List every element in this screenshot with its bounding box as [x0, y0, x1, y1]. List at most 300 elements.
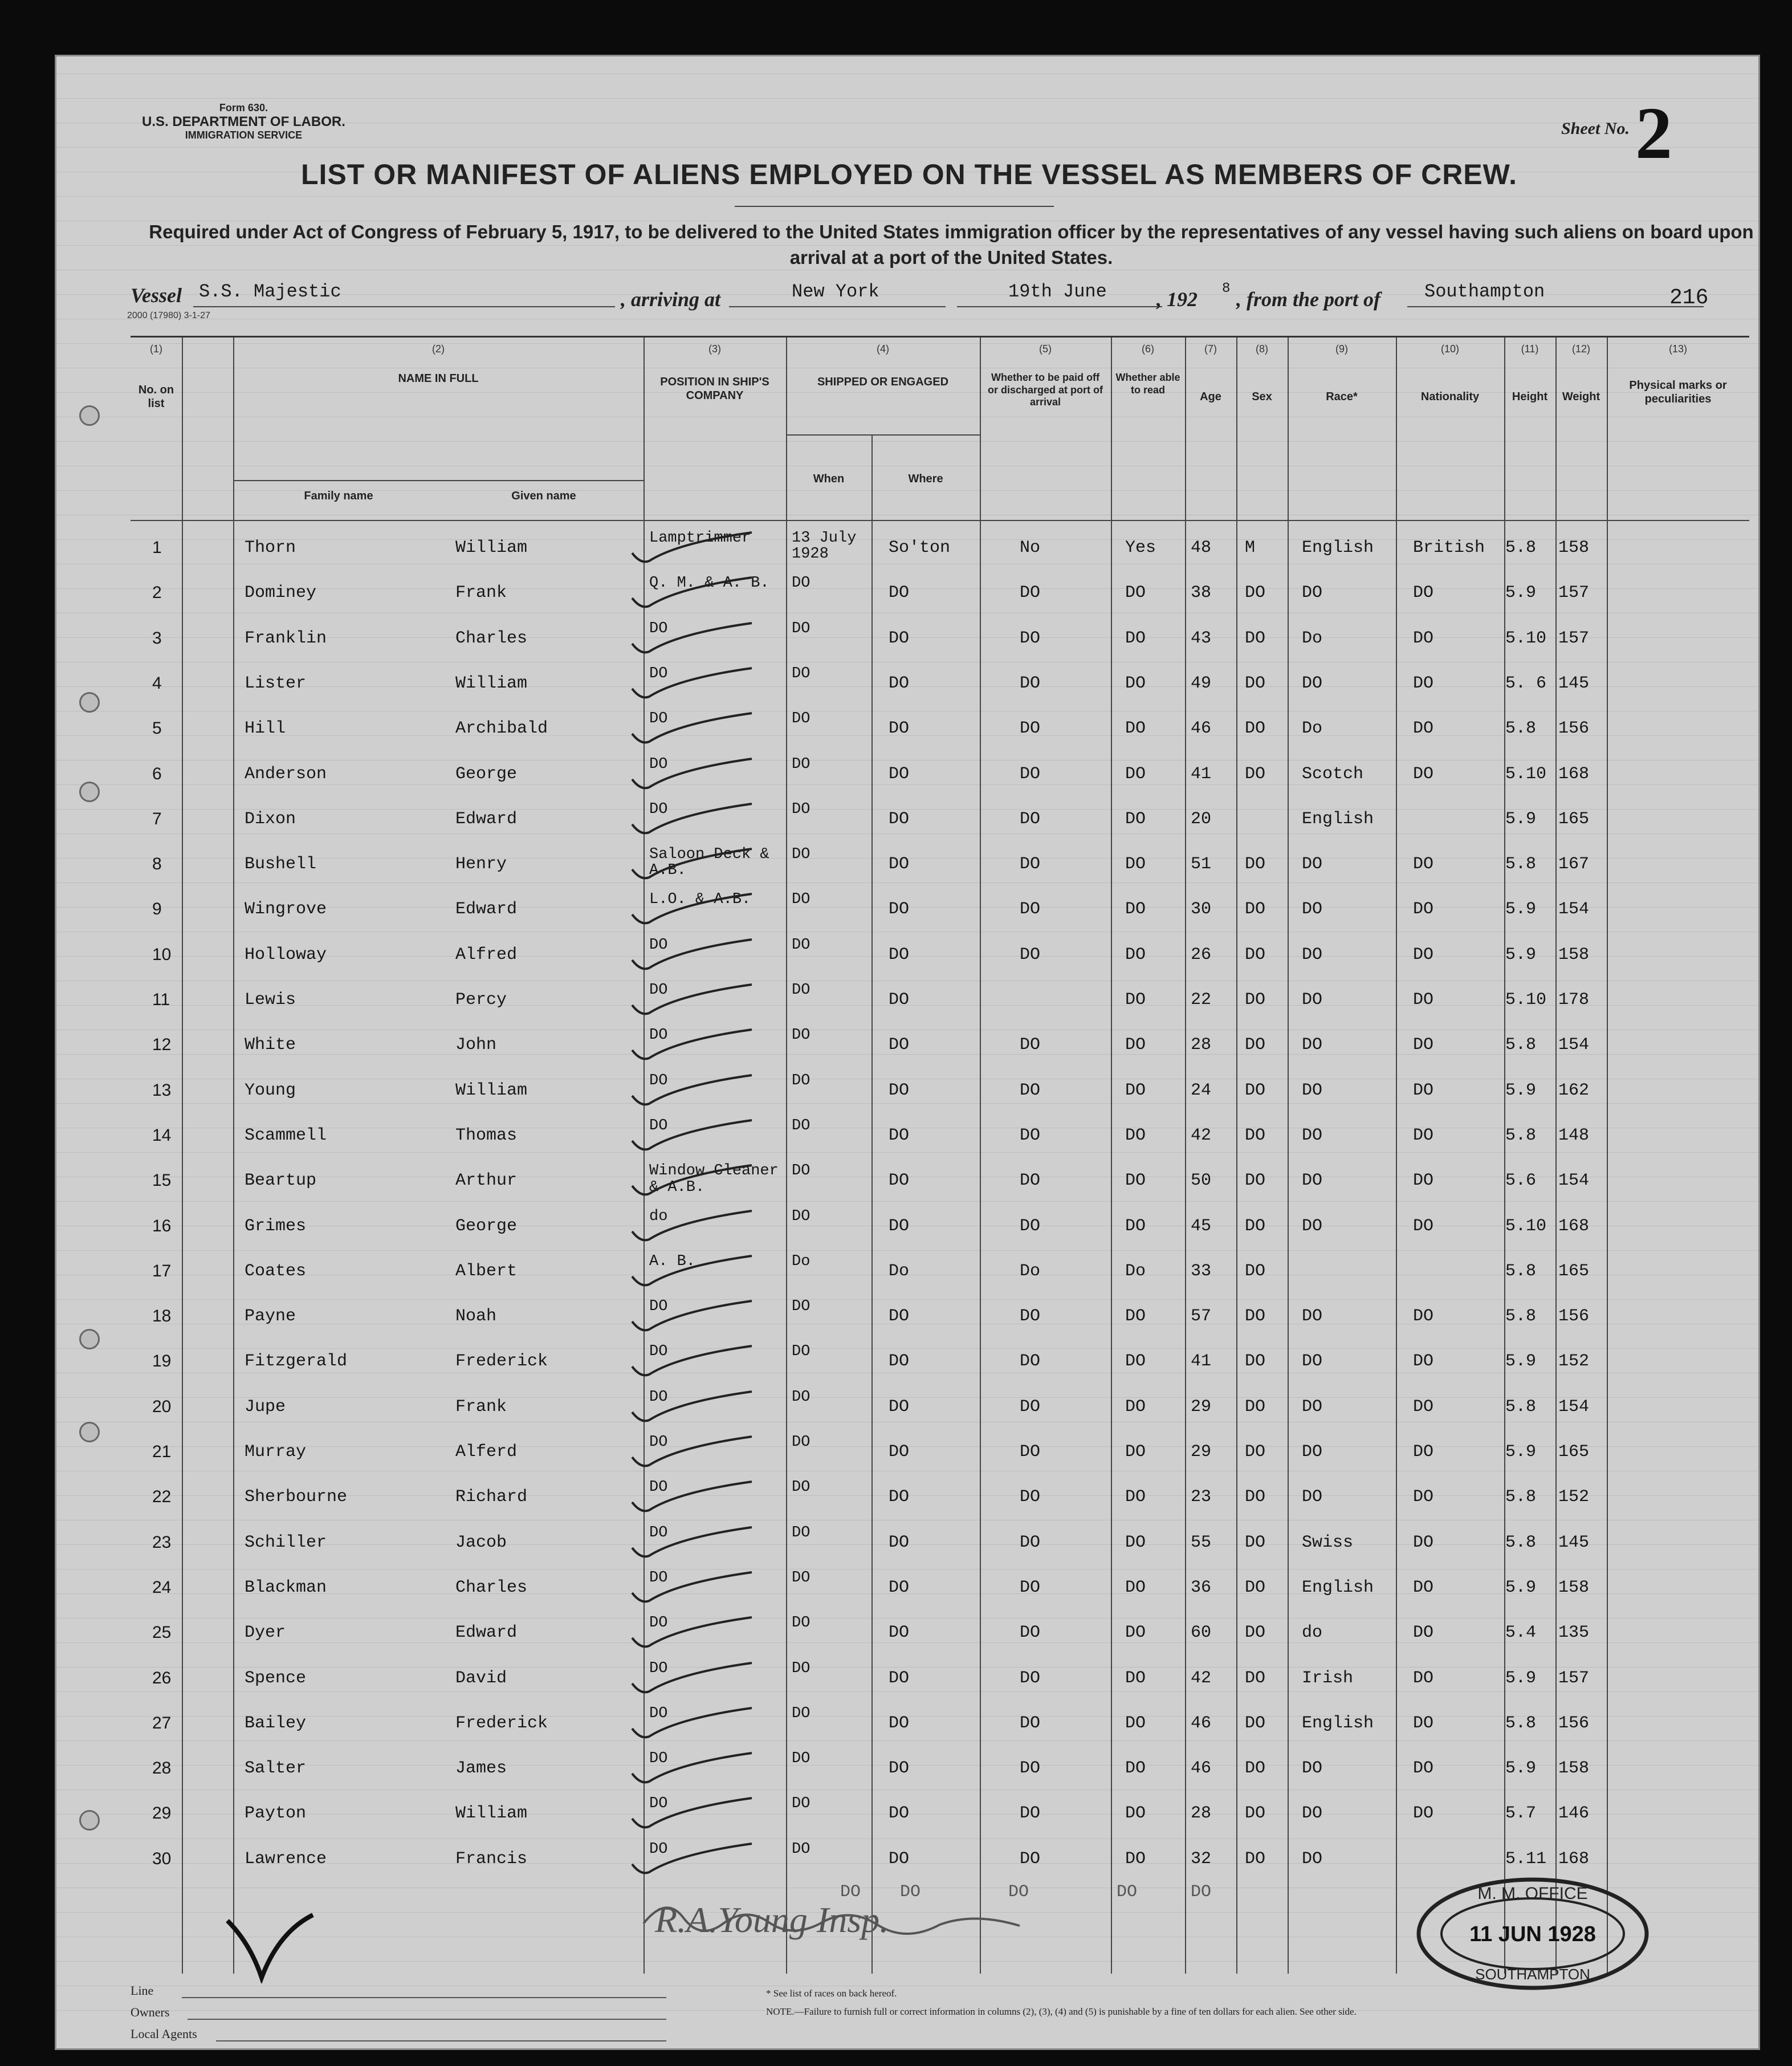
cell-row-number: 27: [152, 1713, 172, 1732]
cell-paid-off: DO: [1020, 1623, 1041, 1643]
col-number: (9): [1335, 343, 1348, 355]
cell-sex: DO: [1245, 1623, 1266, 1643]
cell-height: 5. 6: [1505, 673, 1547, 693]
page-reference: 216: [1669, 286, 1709, 310]
cell-shipped-where: DO: [889, 1352, 910, 1372]
ruled-line: [56, 196, 1758, 197]
cell-nationality: DO: [1413, 583, 1434, 603]
cell-shipped-where: DO: [889, 1759, 910, 1779]
cell-weight: 168: [1558, 1216, 1590, 1236]
cell-race: English: [1302, 538, 1374, 558]
cell-given-name: Richard: [455, 1487, 528, 1507]
cell-able-to-read: DO: [1125, 1125, 1146, 1145]
cell-given-name: Frank: [455, 1397, 507, 1417]
cell-row-number: 10: [152, 945, 172, 964]
table-row: [131, 1475, 1749, 1520]
cell-shipped-where: DO: [889, 1668, 910, 1688]
table-row: [131, 1068, 1749, 1114]
cell-nationality: DO: [1413, 1713, 1434, 1733]
stamp-date: 11 JUN 1928: [1469, 1922, 1596, 1946]
col-number: (12): [1571, 343, 1590, 355]
cell-nationality: DO: [1413, 1307, 1434, 1327]
cell-given-name: George: [455, 764, 518, 784]
cell-weight: 158: [1558, 1759, 1590, 1779]
cell-given-name: Archibald: [455, 719, 548, 739]
cell-sex: DO: [1245, 945, 1266, 965]
table-row: [131, 1113, 1749, 1159]
cell-age: 23: [1191, 1487, 1212, 1507]
cell-age: 48: [1191, 538, 1212, 558]
cell-age: 55: [1191, 1532, 1212, 1552]
cell-family-name: Murray: [245, 1442, 307, 1462]
cell-height: 5.9: [1505, 1352, 1537, 1372]
cell-given-name: Jacob: [455, 1532, 507, 1552]
cell-position: DO: [649, 1614, 668, 1632]
cell-weight: 145: [1558, 673, 1590, 693]
cell-family-name: Holloway: [245, 945, 327, 965]
cell-height: 5.9: [1505, 945, 1537, 965]
arrival-date: 19th June: [1008, 281, 1107, 302]
cell-paid-off: DO: [1020, 1442, 1041, 1462]
cell-height: 5.7: [1505, 1804, 1537, 1824]
port-underline: [1407, 306, 1704, 307]
cell-height: 5.8: [1505, 719, 1537, 739]
col-header-sex: Sex: [1252, 391, 1272, 403]
cell-weight: 168: [1558, 1849, 1590, 1869]
overflow-cell: DO: [840, 1882, 861, 1902]
cell-age: 33: [1191, 1261, 1212, 1281]
col-header-shipped: SHIPPED OR ENGAGED: [817, 376, 949, 388]
cell-sex: DO: [1245, 1307, 1266, 1327]
cell-family-name: Grimes: [245, 1216, 307, 1236]
cell-height: 5.9: [1505, 583, 1537, 603]
cell-row-number: 20: [152, 1397, 172, 1416]
cell-able-to-read: DO: [1125, 990, 1146, 1010]
cell-sex: DO: [1245, 1849, 1266, 1869]
cell-race: Do: [1302, 628, 1323, 648]
cell-shipped-where: DO: [889, 1623, 910, 1643]
cell-weight: 154: [1558, 900, 1590, 920]
cell-family-name: Salter: [245, 1759, 307, 1779]
table-row: [131, 842, 1749, 888]
cell-able-to-read: DO: [1125, 1080, 1146, 1100]
department-name: U.S. DEPARTMENT OF LABOR.: [142, 113, 345, 129]
cell-shipped-where: DO: [889, 855, 910, 875]
cell-family-name: Spence: [245, 1668, 307, 1688]
arriving-label: , arriving at: [621, 288, 721, 311]
cell-position: Lamptrimmer: [649, 530, 751, 547]
cell-shipped-where: DO: [889, 583, 910, 603]
cell-paid-off: DO: [1020, 1849, 1041, 1869]
cell-family-name: Dominey: [245, 583, 317, 603]
cell-able-to-read: DO: [1125, 900, 1146, 920]
cell-paid-off: DO: [1020, 1713, 1041, 1733]
cell-weight: 156: [1558, 719, 1590, 739]
col-number: (7): [1204, 343, 1217, 355]
table-row: [131, 1746, 1749, 1792]
cell-given-name: William: [455, 673, 528, 693]
table-row: [131, 1294, 1749, 1340]
cell-sex: DO: [1245, 1668, 1266, 1688]
cell-paid-off: DO: [1020, 1397, 1041, 1417]
cell-race: DO: [1302, 1080, 1323, 1100]
cell-weight: 158: [1558, 1577, 1590, 1597]
cell-sex: DO: [1245, 1713, 1266, 1733]
cell-nationality: DO: [1413, 945, 1434, 965]
cell-shipped-where: DO: [889, 1532, 910, 1552]
stamp-bottom-text: SOUTHAMPTON: [1475, 1966, 1590, 1983]
cell-given-name: Thomas: [455, 1125, 518, 1145]
cell-given-name: Percy: [455, 990, 507, 1010]
cell-weight: 168: [1558, 764, 1590, 784]
cell-row-number: 24: [152, 1577, 172, 1597]
col-number: (6): [1142, 343, 1154, 355]
date-underline: [957, 306, 1162, 307]
cell-weight: 152: [1558, 1487, 1590, 1507]
cell-row-number: 9: [152, 900, 162, 919]
cell-weight: 154: [1558, 1035, 1590, 1055]
cell-given-name: George: [455, 1216, 518, 1236]
cell-row-number: 22: [152, 1487, 172, 1507]
cell-able-to-read: DO: [1125, 1577, 1146, 1597]
table-row: [131, 1610, 1749, 1656]
cell-family-name: Young: [245, 1080, 296, 1100]
cell-shipped-where: DO: [889, 809, 910, 829]
page-subtitle: Required under Act of Congress of February 5, 1917, to be delivered to the United States immigration officer by the representatives of any vessel having such aliens on board upon arrival at a port of the United States.: [149, 221, 1754, 268]
cell-weight: 154: [1558, 1171, 1590, 1191]
table-row: [131, 1656, 1749, 1702]
cell-row-number: 29: [152, 1804, 172, 1823]
cell-family-name: Payton: [245, 1804, 307, 1824]
cell-sex: DO: [1245, 900, 1266, 920]
cell-given-name: Frederick: [455, 1713, 548, 1733]
cell-sex: DO: [1245, 1397, 1266, 1417]
cell-shipped-when: DO: [792, 982, 811, 999]
cell-position: DO: [649, 1117, 668, 1134]
cell-position: DO: [649, 1479, 668, 1496]
cell-age: 36: [1191, 1577, 1212, 1597]
cell-race: DO: [1302, 1759, 1323, 1779]
binder-hole: [79, 1329, 100, 1349]
cell-family-name: Lister: [245, 673, 307, 693]
cell-given-name: Alfred: [455, 945, 518, 965]
col-header-weight: Weight: [1562, 391, 1600, 403]
cell-position: DO: [649, 1705, 668, 1722]
cell-shipped-when: DO: [792, 575, 811, 592]
table-row: [131, 887, 1749, 933]
cell-shipped-where: DO: [889, 1487, 910, 1507]
col-header-where: Where: [908, 473, 943, 485]
overflow-cell: DO: [1117, 1882, 1138, 1902]
cell-age: 32: [1191, 1849, 1212, 1869]
cell-position: Q. M. & A. B.: [649, 575, 769, 592]
signature-text: R.A.Young Insp.: [655, 1900, 889, 1940]
cell-row-number: 17: [152, 1261, 172, 1280]
cell-nationality: DO: [1413, 1532, 1434, 1552]
cell-row-number: 1: [152, 538, 162, 557]
cell-weight: 148: [1558, 1125, 1590, 1145]
cell-sex: DO: [1245, 673, 1266, 693]
cell-shipped-when: DO: [792, 1614, 811, 1632]
cell-race: DO: [1302, 1352, 1323, 1372]
cell-row-number: 2: [152, 583, 162, 603]
cell-race: English: [1302, 809, 1374, 829]
col-header-name: NAME IN FULL: [398, 372, 479, 385]
print-code: 2000 (17980) 3-1-27: [127, 311, 210, 320]
cell-given-name: Edward: [455, 900, 518, 920]
cell-nationality: DO: [1413, 990, 1434, 1010]
cell-paid-off: DO: [1020, 1532, 1041, 1552]
col-header-given: Given name: [511, 490, 576, 502]
cell-height: 5.8: [1505, 1532, 1537, 1552]
cell-nationality: DO: [1413, 628, 1434, 648]
line-label: Line: [131, 1983, 154, 1998]
cell-able-to-read: DO: [1125, 1849, 1146, 1869]
cell-nationality: DO: [1413, 673, 1434, 693]
col-header-age: Age: [1200, 391, 1221, 403]
cell-race: English: [1302, 1713, 1374, 1733]
cell-nationality: DO: [1413, 1080, 1434, 1100]
cell-age: 50: [1191, 1171, 1212, 1191]
cell-shipped-where: DO: [889, 1307, 910, 1327]
cell-shipped-where: Do: [889, 1261, 910, 1281]
cell-race: DO: [1302, 1307, 1323, 1327]
cell-age: 26: [1191, 945, 1212, 965]
cell-given-name: William: [455, 1080, 528, 1100]
inspector-signature: [632, 1884, 1031, 1952]
cell-position: Saloon Deck & A.B.: [649, 846, 769, 880]
cell-age: 20: [1191, 809, 1212, 829]
sheet-number: 2: [1635, 92, 1672, 174]
cell-able-to-read: DO: [1125, 628, 1146, 648]
cell-height: 5.9: [1505, 900, 1537, 920]
cell-position: DO: [649, 1343, 668, 1361]
cell-family-name: Lawrence: [245, 1849, 327, 1869]
cell-row-number: 8: [152, 855, 162, 874]
cell-nationality: DO: [1413, 1577, 1434, 1597]
cell-given-name: Henry: [455, 855, 507, 875]
cell-sex: DO: [1245, 990, 1266, 1010]
cell-shipped-where: DO: [889, 990, 910, 1010]
cell-position: DO: [649, 1795, 668, 1813]
cell-able-to-read: DO: [1125, 1759, 1146, 1779]
cell-shipped-where: DO: [889, 1397, 910, 1417]
cell-position: DO: [649, 1388, 668, 1406]
ruled-line: [56, 98, 1758, 99]
cell-position: DO: [649, 800, 668, 818]
table-row: [131, 1249, 1749, 1295]
cell-family-name: Hill: [245, 719, 286, 739]
cell-given-name: William: [455, 1804, 528, 1824]
cell-age: 42: [1191, 1125, 1212, 1145]
cell-able-to-read: Yes: [1125, 538, 1156, 558]
cell-shipped-when: DO: [792, 1117, 811, 1134]
cell-given-name: Frank: [455, 583, 507, 603]
col-header-marks: Physical marks or peculiarities: [1629, 379, 1727, 405]
cell-row-number: 19: [152, 1352, 172, 1371]
cell-family-name: Anderson: [245, 764, 327, 784]
cell-age: 29: [1191, 1442, 1212, 1462]
binder-hole: [79, 1422, 100, 1442]
cell-shipped-when: DO: [792, 1343, 811, 1361]
col-header-race: Race*: [1326, 391, 1358, 403]
cell-sex: DO: [1245, 1171, 1266, 1191]
cell-race: DO: [1302, 1849, 1323, 1869]
cell-row-number: 16: [152, 1216, 172, 1235]
cell-shipped-where: DO: [889, 1442, 910, 1462]
col-header-paid-off: Whether to be paid off or discharged at port of arrival: [987, 372, 1103, 408]
overflow-cell: DO: [1191, 1882, 1212, 1902]
cell-height: 5.10: [1505, 1216, 1547, 1236]
cell-weight: 145: [1558, 1532, 1590, 1552]
cell-row-number: 12: [152, 1035, 172, 1055]
cell-shipped-when: DO: [792, 1207, 811, 1225]
cell-family-name: Beartup: [245, 1171, 317, 1191]
cell-shipped-when: DO: [792, 1072, 811, 1089]
cell-able-to-read: DO: [1125, 719, 1146, 739]
cell-race: do: [1302, 1623, 1323, 1643]
cell-position: Window Cleaner & A.B.: [649, 1162, 779, 1196]
cell-sex: DO: [1245, 1442, 1266, 1462]
cell-shipped-where: DO: [889, 1035, 910, 1055]
cell-height: 5.10: [1505, 990, 1547, 1010]
cell-age: 28: [1191, 1804, 1212, 1824]
cell-height: 5.8: [1505, 1125, 1537, 1145]
cell-shipped-when: 13 July 1928: [792, 530, 857, 563]
cell-paid-off: DO: [1020, 764, 1041, 784]
cell-paid-off: DO: [1020, 1487, 1041, 1507]
cell-sex: DO: [1245, 1035, 1266, 1055]
cell-family-name: Lewis: [245, 990, 296, 1010]
cell-position: do: [649, 1207, 668, 1225]
cell-race: Irish: [1302, 1668, 1354, 1688]
cell-position: DO: [649, 1298, 668, 1316]
header-rule: [786, 434, 980, 436]
cell-paid-off: DO: [1020, 719, 1041, 739]
table-row: [131, 526, 1749, 571]
cell-row-number: 7: [152, 809, 162, 828]
cell-shipped-where: DO: [889, 1713, 910, 1733]
service-name: IMMIGRATION SERVICE: [185, 129, 303, 141]
cell-able-to-read: DO: [1125, 855, 1146, 875]
cell-sex: DO: [1245, 628, 1266, 648]
cell-given-name: Albert: [455, 1261, 518, 1281]
cell-shipped-when: DO: [792, 1660, 811, 1677]
cell-race: DO: [1302, 1804, 1323, 1824]
cell-age: 46: [1191, 719, 1212, 739]
header-rule: [233, 480, 644, 481]
cell-position: DO: [649, 1750, 668, 1768]
cell-sex: DO: [1245, 855, 1266, 875]
cell-weight: 165: [1558, 809, 1590, 829]
cell-height: 5.9: [1505, 1442, 1537, 1462]
cell-given-name: William: [455, 538, 528, 558]
cell-row-number: 3: [152, 628, 162, 648]
cell-race: DO: [1302, 855, 1323, 875]
cell-row-number: 26: [152, 1668, 172, 1687]
vessel-name: S.S. Majestic: [199, 281, 341, 302]
cell-paid-off: DO: [1020, 583, 1041, 603]
binder-hole: [79, 692, 100, 713]
cell-row-number: 6: [152, 764, 162, 783]
cell-shipped-where: DO: [889, 1577, 910, 1597]
cell-family-name: Dixon: [245, 809, 296, 829]
cell-position: DO: [649, 755, 668, 773]
cell-height: 5.8: [1505, 1487, 1537, 1507]
cell-shipped-when: DO: [792, 755, 811, 773]
cell-sex: DO: [1245, 1487, 1266, 1507]
cell-family-name: Thorn: [245, 538, 296, 558]
cell-sex: DO: [1245, 1216, 1266, 1236]
cell-height: 5.8: [1505, 1307, 1537, 1327]
table-row: [131, 1520, 1749, 1566]
cell-family-name: Fitzgerald: [245, 1352, 348, 1372]
cell-age: 45: [1191, 1216, 1212, 1236]
col-number: (3): [708, 343, 721, 355]
cell-able-to-read: DO: [1125, 1171, 1146, 1191]
cell-family-name: Schiller: [245, 1532, 327, 1552]
cell-shipped-where: DO: [889, 900, 910, 920]
cell-shipped-where: DO: [889, 1216, 910, 1236]
footer: [131, 1983, 1749, 2046]
crew-table: [131, 336, 1749, 1974]
cell-nationality: DO: [1413, 855, 1434, 875]
cell-nationality: DO: [1413, 1397, 1434, 1417]
cell-weight: 165: [1558, 1261, 1590, 1281]
cell-position: DO: [649, 1569, 668, 1587]
table-row: [131, 1204, 1749, 1250]
cell-paid-off: DO: [1020, 809, 1041, 829]
cell-position: DO: [649, 1027, 668, 1044]
cell-row-number: 30: [152, 1849, 172, 1868]
cell-paid-off: DO: [1020, 900, 1041, 920]
cell-able-to-read: DO: [1125, 1668, 1146, 1688]
cell-able-to-read: DO: [1125, 1804, 1146, 1824]
cell-shipped-where: So'ton: [889, 538, 951, 558]
cell-height: 5.10: [1505, 628, 1547, 648]
cell-row-number: 13: [152, 1080, 172, 1100]
cell-weight: 165: [1558, 1442, 1590, 1462]
cell-nationality: DO: [1413, 1352, 1434, 1372]
penalty-note: NOTE.—Failure to furnish full or correct information in columns (2), (3), (4) and (5) is punishable by a fine of ten dollars for each alien. See other side.: [766, 2006, 1357, 2017]
cell-sex: DO: [1245, 1577, 1266, 1597]
cell-height: 5.10: [1505, 764, 1547, 784]
cell-shipped-where: DO: [889, 1171, 910, 1191]
cell-position: DO: [649, 1660, 668, 1677]
cell-race: DO: [1302, 1487, 1323, 1507]
ruled-line: [56, 147, 1758, 148]
cell-height: 5.8: [1505, 1035, 1537, 1055]
check-v-mark: [222, 1909, 319, 1983]
cell-height: 5.8: [1505, 1713, 1537, 1733]
cell-shipped-when: DO: [792, 1162, 811, 1180]
cell-position: DO: [649, 1434, 668, 1451]
table-row: [131, 616, 1749, 662]
cell-shipped-when: Do: [792, 1252, 811, 1270]
table-row: [131, 571, 1749, 616]
cell-shipped-where: DO: [889, 673, 910, 693]
cell-row-number: 14: [152, 1125, 172, 1145]
cell-row-number: 23: [152, 1532, 172, 1552]
cell-paid-off: DO: [1020, 1171, 1041, 1191]
cell-race: DO: [1302, 673, 1323, 693]
cell-shipped-where: DO: [889, 1080, 910, 1100]
cell-able-to-read: DO: [1125, 1216, 1146, 1236]
table-row: [131, 1565, 1749, 1611]
cell-row-number: 28: [152, 1759, 172, 1778]
cell-race: DO: [1302, 1171, 1323, 1191]
cell-row-number: 11: [152, 990, 170, 1009]
